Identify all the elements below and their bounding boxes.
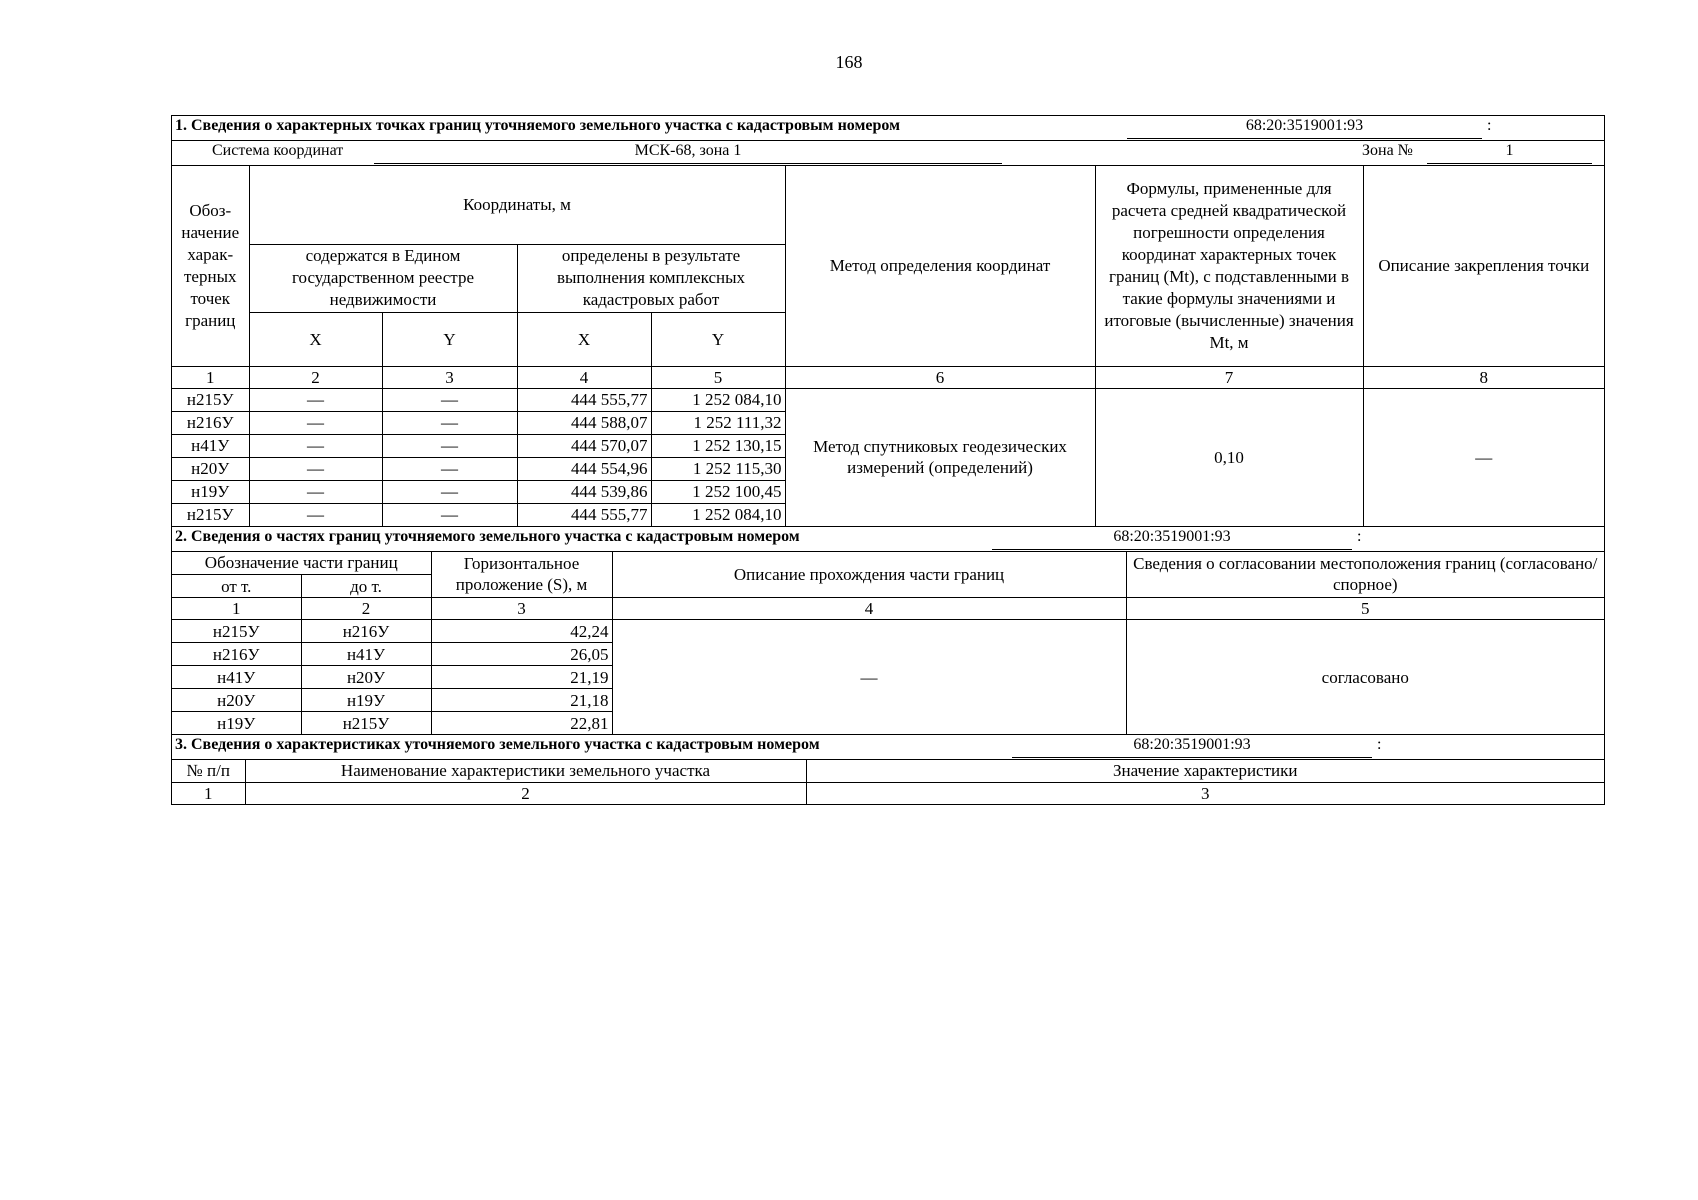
col-number: 2 bbox=[245, 782, 806, 804]
reg-x: — bbox=[249, 388, 382, 411]
coord-y: 1 252 115,30 bbox=[651, 457, 785, 480]
mt-value: 0,10 bbox=[1095, 388, 1363, 526]
coord-system-row bbox=[172, 141, 1604, 166]
part-from: н20У bbox=[172, 689, 301, 712]
parts-table bbox=[172, 552, 1604, 736]
part-from: н215У bbox=[172, 620, 301, 643]
point-name: н20У bbox=[172, 457, 249, 480]
coord-system-label: Система координат bbox=[212, 142, 344, 159]
point-name: н41У bbox=[172, 434, 249, 457]
point-name: н215У bbox=[172, 388, 249, 411]
point-name: н215У bbox=[172, 503, 249, 526]
col-number: 1 bbox=[172, 782, 245, 804]
points-table bbox=[172, 166, 1604, 527]
coord-x: 444 554,96 bbox=[517, 457, 651, 480]
part-length: 42,24 bbox=[431, 620, 612, 643]
col-number: 1 bbox=[172, 598, 301, 620]
part-to: н19У bbox=[301, 689, 431, 712]
col-number: 4 bbox=[612, 598, 1126, 620]
header-value: Значение характеристики bbox=[806, 760, 1604, 782]
part-length: 21,19 bbox=[431, 666, 612, 689]
header-formulas: Формулы, примененные для расчета средней квадратической погрешности определения координат характерных точек границ (Mt), с подставленными в такие формулы значениями и итоговые (вычисленные) значения Mt, м bbox=[1095, 166, 1363, 366]
coord-x: 444 539,86 bbox=[517, 480, 651, 503]
description-value: — bbox=[1363, 388, 1604, 526]
reg-x: — bbox=[249, 480, 382, 503]
zone-label: Зона № bbox=[1362, 142, 1413, 159]
header-to: до т. bbox=[301, 575, 431, 598]
point-name: н216У bbox=[172, 411, 249, 434]
col-number: 3 bbox=[806, 782, 1604, 804]
reg-y: — bbox=[382, 411, 517, 434]
reg-y: — bbox=[382, 434, 517, 457]
section2-title: 2. Сведения о частях границ уточняемого земельного участка с кадастровым номером bbox=[175, 527, 800, 545]
page-number: 168 bbox=[835, 52, 863, 72]
part-from: н216У bbox=[172, 643, 301, 666]
coord-x: 444 555,77 bbox=[517, 503, 651, 526]
section3-title: 3. Сведения о характеристиках уточняемого земельного участка с кадастровым номером bbox=[175, 736, 820, 753]
col-number: 7 bbox=[1095, 366, 1363, 388]
col-number: 3 bbox=[382, 366, 517, 388]
coord-x: 444 555,77 bbox=[517, 388, 651, 411]
section1-title-row bbox=[172, 116, 1604, 141]
col-number: 2 bbox=[301, 598, 431, 620]
zone-value: 1 bbox=[1427, 142, 1592, 164]
coord-y: 1 252 130,15 bbox=[651, 434, 785, 457]
header-reg-y: Y bbox=[382, 312, 517, 366]
table-row bbox=[172, 620, 1604, 643]
part-to: н215У bbox=[301, 712, 431, 735]
reg-y: — bbox=[382, 480, 517, 503]
coord-y: 1 252 084,10 bbox=[651, 388, 785, 411]
coord-system-value: МСК-68, зона 1 bbox=[374, 142, 1002, 164]
section2-cadastral-number: 68:20:3519001:93 bbox=[992, 528, 1352, 550]
header-passage: Описание прохождения части границ bbox=[612, 552, 1126, 598]
section1-cadastral-number: 68:20:3519001:93 bbox=[1127, 117, 1482, 139]
header-name: Наименование характеристики земельного участка bbox=[245, 760, 806, 782]
header-designation: Обоз-начение харак-терных точек границ bbox=[172, 166, 249, 366]
header-determined: определены в результате выполнения комплексных кадастровых работ bbox=[517, 244, 785, 312]
header-coordinates: Координаты, м bbox=[249, 166, 785, 244]
reg-y: — bbox=[382, 388, 517, 411]
cadastral-document bbox=[171, 115, 1605, 805]
reg-x: — bbox=[249, 434, 382, 457]
header-agreement: Сведения о согласовании местоположения границ (согласовано/спорное) bbox=[1126, 552, 1604, 598]
header-det-y: Y bbox=[651, 312, 785, 366]
section2-title-row bbox=[172, 527, 1604, 552]
reg-x: — bbox=[249, 503, 382, 526]
table-row bbox=[172, 388, 1604, 411]
header-method: Метод определения координат bbox=[785, 166, 1095, 366]
col-number: 5 bbox=[1126, 598, 1604, 620]
part-length: 21,18 bbox=[431, 689, 612, 712]
characteristics-table bbox=[172, 760, 1604, 804]
part-length: 22,81 bbox=[431, 712, 612, 735]
coord-y: 1 252 084,10 bbox=[651, 503, 785, 526]
header-in-registry: содержатся в Едином государственном реестре недвижимости bbox=[249, 244, 517, 312]
section3-title-row bbox=[172, 735, 1604, 760]
col-number: 4 bbox=[517, 366, 651, 388]
point-name: н19У bbox=[172, 480, 249, 503]
col-number: 1 bbox=[172, 366, 249, 388]
coord-y: 1 252 111,32 bbox=[651, 411, 785, 434]
reg-x: — bbox=[249, 457, 382, 480]
reg-x: — bbox=[249, 411, 382, 434]
section3-colon: : bbox=[1377, 736, 1382, 753]
part-from: н41У bbox=[172, 666, 301, 689]
header-num: № п/п bbox=[172, 760, 245, 782]
header-description: Описание закрепления точки bbox=[1363, 166, 1604, 366]
coord-y: 1 252 100,45 bbox=[651, 480, 785, 503]
section2-colon: : bbox=[1357, 527, 1362, 545]
col-number: 3 bbox=[431, 598, 612, 620]
part-to: н216У bbox=[301, 620, 431, 643]
col-number: 5 bbox=[651, 366, 785, 388]
reg-y: — bbox=[382, 503, 517, 526]
part-length: 26,05 bbox=[431, 643, 612, 666]
coord-x: 444 588,07 bbox=[517, 411, 651, 434]
part-to: н41У bbox=[301, 643, 431, 666]
col-number: 8 bbox=[1363, 366, 1604, 388]
section1-title: 1. Сведения о характерных точках границ уточняемого земельного участка с кадастровым номером bbox=[175, 117, 900, 134]
header-part-designation: Обозначение части границ bbox=[172, 552, 431, 575]
agreement-value: согласовано bbox=[1126, 620, 1604, 735]
reg-y: — bbox=[382, 457, 517, 480]
col-number: 6 bbox=[785, 366, 1095, 388]
section3-cadastral-number: 68:20:3519001:93 bbox=[1012, 736, 1372, 758]
header-from: от т. bbox=[172, 575, 301, 598]
col-number: 2 bbox=[249, 366, 382, 388]
coord-x: 444 570,07 bbox=[517, 434, 651, 457]
part-from: н19У bbox=[172, 712, 301, 735]
header-det-x: X bbox=[517, 312, 651, 366]
method-value: Метод спутниковых геодезических измерений (определений) bbox=[785, 388, 1095, 526]
part-to: н20У bbox=[301, 666, 431, 689]
passage-value: — bbox=[612, 620, 1126, 735]
header-horizontal: Горизонтальное проложение (S), м bbox=[431, 552, 612, 598]
header-reg-x: X bbox=[249, 312, 382, 366]
section1-colon: : bbox=[1487, 117, 1492, 134]
